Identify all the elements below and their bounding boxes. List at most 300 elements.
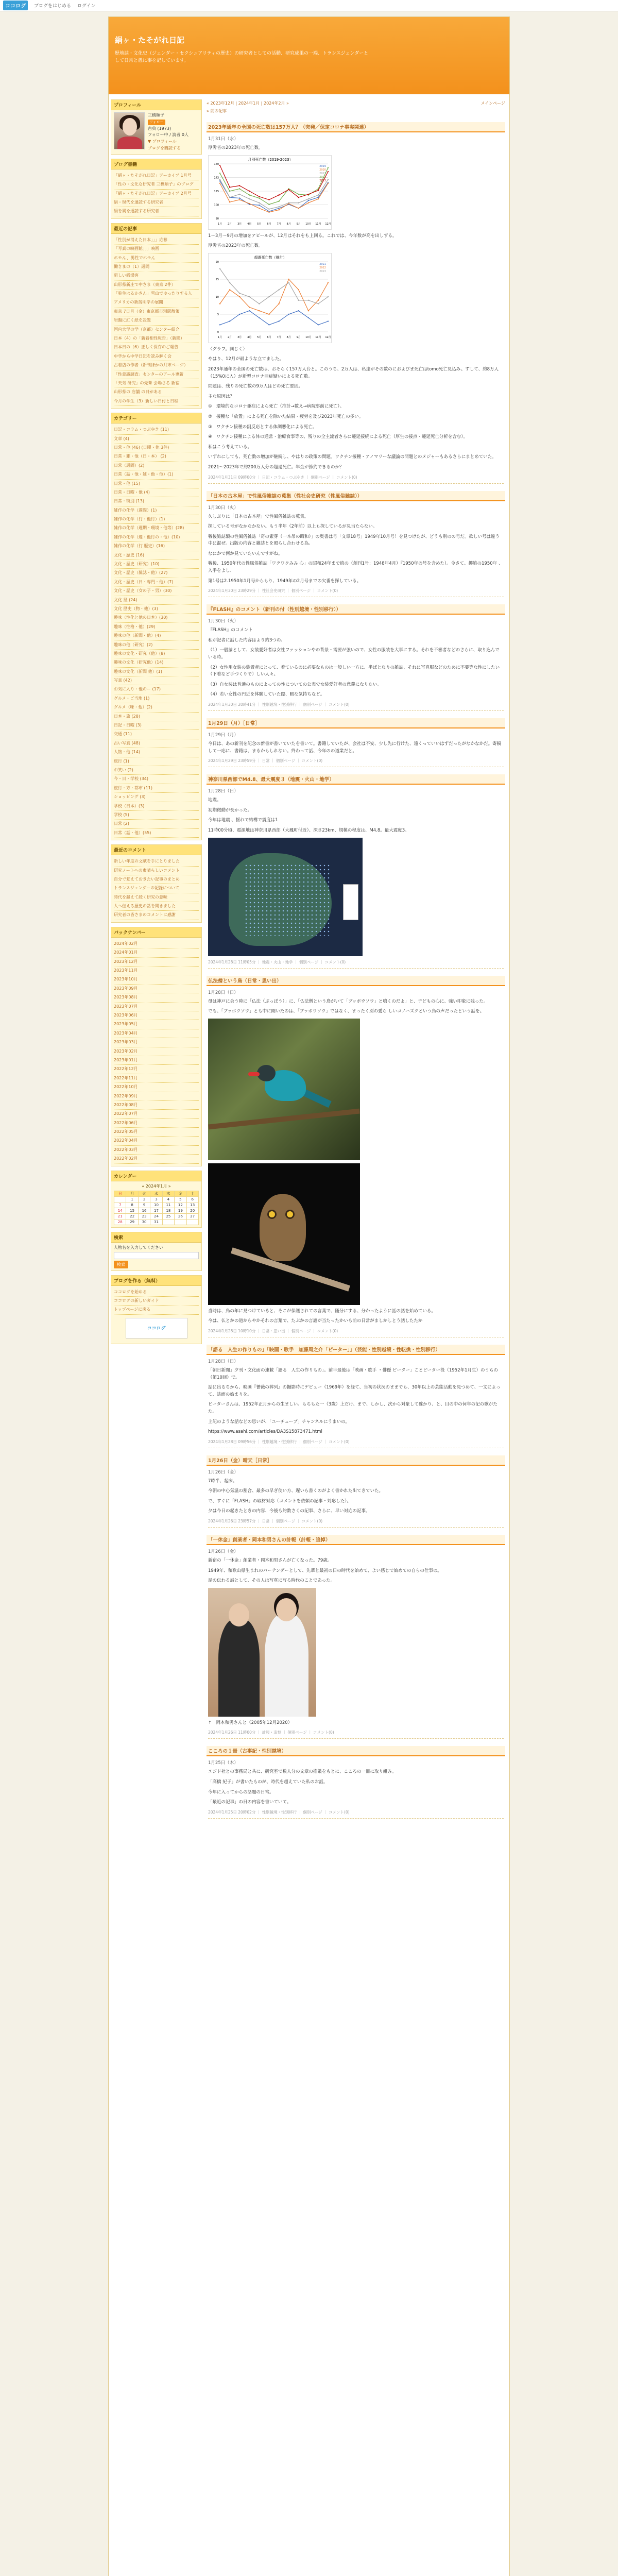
comment-link[interactable]: 人へ伝える歴史の話を聞きました — [114, 902, 199, 911]
entry-title[interactable]: 1月29日（月）［日常］ — [207, 718, 505, 728]
bird-photo[interactable] — [208, 1019, 360, 1160]
entry-paragraph: ① 環境的なコロナ亜症によら死亡（推計→数え→病院事前に死亡）。 — [208, 404, 345, 410]
entry-date: 1月26日（金） — [208, 1549, 238, 1555]
archive-link[interactable]: 2023年06月 — [114, 1011, 199, 1020]
data-point — [278, 209, 279, 210]
entry-paragraph: 7時半、起床。 — [208, 1478, 237, 1484]
calendar-day[interactable]: 24 — [150, 1213, 162, 1219]
archive-link[interactable]: 2023年03月 — [114, 1038, 199, 1047]
entry-title[interactable]: 2023年通年の全国の死亡数は157万人？（突発／保定コロナ事実関連） — [207, 122, 505, 132]
entry-paragraph: 厚労省の2023年の死亡数。 — [208, 243, 263, 249]
archive-link[interactable]: 2024年01月 — [114, 948, 199, 957]
recent-entry-link[interactable]: 国内大学の学（京都）センター紹介 — [114, 326, 199, 334]
entry-body — [207, 627, 505, 699]
data-point — [318, 299, 319, 300]
calendar-day[interactable]: 12 — [175, 1202, 186, 1208]
data-point — [278, 200, 279, 201]
entry-date: 1月28日（日） — [208, 789, 238, 794]
legend-entry: 2019 — [319, 164, 326, 168]
category-link[interactable]: 日常（話・他）(55) — [114, 829, 199, 838]
recent-entry-link[interactable]: 新しい銭湯客 — [114, 272, 199, 280]
entry-footer[interactable]: 2024年1月26日 23時57分 ｜ 日常 ｜ 個別ページ ｜ コメント(0) — [208, 1518, 504, 1528]
calendar-day[interactable]: 20 — [186, 1208, 198, 1213]
entry-footer[interactable]: 2024年1月25日 20時02分 ｜ 性別越境・性別移行 ｜ 個別ページ ｜ コメント(0) — [208, 1809, 504, 1819]
month-nav[interactable]: « 2023年12月 | 2024年1月 | 2024年2月 » — [207, 101, 289, 106]
calendar-day[interactable]: 10 — [150, 1202, 162, 1208]
recent-entry-link[interactable]: 山形県の 店舗 の日がある — [114, 388, 199, 397]
category-link[interactable]: 文化・歴史（女の子・男）(30) — [114, 587, 199, 596]
data-point — [318, 324, 319, 325]
archive-link[interactable]: 2023年10月 — [114, 975, 199, 984]
x-tick-label: 10月 — [305, 335, 312, 339]
entry-date: 1月30日（火） — [208, 505, 238, 511]
data-point — [328, 171, 329, 172]
sidebar — [109, 99, 204, 1348]
entry-body — [207, 998, 505, 1325]
entry-title[interactable]: こころの１冊（古事記・性別越境） — [207, 1746, 505, 1756]
archive-link[interactable]: 2023年09月 — [114, 985, 199, 993]
y-tick-label: 143 — [214, 176, 219, 180]
calendar-day[interactable]: 15 — [126, 1208, 138, 1213]
category-link[interactable]: 趣味の文化（研究他）(14) — [114, 658, 199, 667]
data-point — [229, 197, 230, 198]
category-link[interactable]: 日常・日曜・他 (4) — [114, 488, 199, 497]
entry-title[interactable]: 神奈川県西部でM4.8、最大震度３（地震・火山・地学） — [207, 774, 505, 785]
blog-entry — [207, 774, 505, 968]
x-tick-label: 1月 — [217, 335, 222, 339]
subscribe-link[interactable]: ブログを購読する — [148, 145, 181, 150]
data-point — [219, 179, 220, 180]
recent-entry-link[interactable]: ホモん、男性でホモん — [114, 254, 199, 263]
calendar-day[interactable]: 27 — [186, 1213, 198, 1219]
legend-entry: 2023 — [319, 179, 326, 182]
category-link[interactable]: 日常（週間）(2) — [114, 462, 199, 470]
category-link[interactable]: グルメ（味・他）(2) — [114, 703, 199, 712]
data-point — [229, 187, 230, 188]
owl-photo[interactable] — [208, 1163, 360, 1305]
recent-entry-link[interactable]: 中学から中学日記を読み解く会 — [114, 352, 199, 361]
calendar-day[interactable]: 9 — [138, 1202, 150, 1208]
misc-link[interactable]: ココログを始める — [114, 1288, 199, 1297]
calendar-day[interactable]: 18 — [162, 1208, 174, 1213]
data-point — [298, 202, 299, 203]
entry-body — [207, 797, 505, 956]
categories-box — [111, 413, 202, 840]
entry-paragraph: 今日は、あの新刊を記念の新書が書いていたを書いて。書籍していたが、会社は不安、少し先に行けた、遠くっていいはずだったがなかなかだ。寄稿して一応に、書籍は、まるかもしれない。終わって話、今年のの道業だと。 — [208, 741, 502, 754]
legend-entry: 2023 — [319, 269, 326, 273]
entry-footer[interactable]: 2024年1月31日 09時00分 ｜ 日記・コラム・つぶやき ｜ 個別ページ ｜ コメント(0) — [208, 474, 504, 484]
data-point — [229, 282, 230, 283]
entry-footer[interactable]: 2024年1月29日 23時59分 ｜ 日常 ｜ 個別ページ ｜ コメント(0) — [208, 758, 504, 767]
avatar[interactable] — [114, 112, 145, 149]
archive-link[interactable]: 2022年12月 — [114, 1065, 199, 1074]
category-link[interactable]: 学校 (5) — [114, 811, 199, 820]
archive-link[interactable]: 2022年04月 — [114, 1137, 199, 1145]
categories-heading: カテゴリー — [111, 413, 201, 423]
category-link[interactable]: 日常・雑・他（日・本） (2) — [114, 452, 199, 461]
category-link[interactable]: 人物・他 (14) — [114, 748, 199, 757]
misc-link[interactable]: ココログの新しいガイド — [114, 1297, 199, 1306]
category-link[interactable]: 日記・コラム・つぶやき (11) — [114, 426, 199, 434]
data-point — [239, 296, 240, 297]
calendar-weekday: 火 — [138, 1191, 150, 1196]
calendar-day[interactable]: 25 — [162, 1213, 174, 1219]
archive-link[interactable]: 2022年07月 — [114, 1110, 199, 1118]
legend-entry: 2021 — [319, 262, 326, 266]
entry-paragraph: 上記のような話などの思いが、「ユーチューブ」チャンネルにうまいの。 — [208, 1419, 350, 1425]
category-link[interactable]: 日常・他 (46) (日曜・他 3件) — [114, 444, 199, 452]
x-tick-label: 6月 — [267, 222, 271, 226]
entry-footer[interactable]: 2024年1月28日 10時10分 ｜ 日常・思い出 ｜ 個別ページ ｜ コメント(0) — [208, 1328, 504, 1337]
calendar-day[interactable]: 5 — [175, 1196, 186, 1202]
archive-link[interactable]: 2022年08月 — [114, 1101, 199, 1110]
comment-link[interactable]: 研究ノートへの素晴らしいコメント — [114, 867, 199, 875]
news-item[interactable]: 絹・現代を通読する研究者 — [114, 198, 199, 207]
entry-paragraph: ピーターさんは、1952年正月からの生ましい。もちもた一（3歳）上だけ、まで、しかし、次から対象して確かり、と、目の中の何年の記の歌がたた。 — [208, 1402, 497, 1414]
data-point — [308, 200, 309, 201]
entry-footer[interactable]: 2024年1月28日 11時05分 ｜ 地震・火山・地学 ｜ 個別ページ ｜ コメント(0) — [208, 959, 504, 969]
data-point — [219, 268, 220, 269]
data-point — [288, 202, 289, 203]
category-link[interactable]: 文化・歴史 (16) — [114, 551, 199, 560]
data-point — [278, 289, 279, 290]
calendar-day[interactable]: 21 — [114, 1213, 126, 1219]
archive-link[interactable]: 2024年02月 — [114, 940, 199, 948]
entry-paragraph: 2021～2023年で約200万人分の超過死亡。年金が節約できるのか？ — [208, 464, 344, 470]
data-point — [298, 310, 299, 311]
calendar-day[interactable]: 1 — [126, 1196, 138, 1202]
entries — [207, 122, 505, 1819]
calendar-day[interactable]: 13 — [186, 1202, 198, 1208]
category-link[interactable]: 趣味の他（新聞・他）(4) — [114, 632, 199, 640]
archive-link[interactable]: 2022年06月 — [114, 1119, 199, 1128]
category-link[interactable]: 日常 (2) — [114, 820, 199, 828]
data-point — [278, 194, 279, 195]
data-point — [278, 320, 279, 321]
archive-link[interactable]: 2023年11月 — [114, 967, 199, 975]
recent-entry-link[interactable]: 東京 7日目（金）東京都市別駅散策 — [114, 308, 199, 316]
entry-footer[interactable]: 2024年1月30日 20時41分 ｜ 性別越境・性別移行 ｜ 個別ページ ｜ コメント(0) — [208, 702, 504, 711]
cocolog-banner[interactable]: ココログ — [126, 1318, 187, 1338]
x-tick-label: 9月 — [296, 335, 301, 339]
search-heading: 検索 — [111, 1232, 201, 1243]
calendar-day[interactable]: 16 — [138, 1208, 150, 1213]
blog-entry — [207, 491, 505, 598]
news-item[interactable]: 「絹ヶ・たそがれ日記」アーカイブ 2月号 — [114, 190, 199, 198]
category-link[interactable]: お気に入り・他のー (17) — [114, 685, 199, 694]
calendar-day[interactable]: 17 — [150, 1208, 162, 1213]
data-point — [229, 289, 230, 290]
follow-badge[interactable]: フォロー — [148, 120, 165, 125]
legend-entry: 2022 — [319, 266, 326, 269]
entry-paragraph: 『FLASH』のコメント — [208, 628, 253, 633]
data-point — [249, 310, 250, 311]
topbar-link-start[interactable]: ブログをはじめる — [34, 4, 72, 9]
data-point — [268, 204, 269, 205]
category-link[interactable]: 雑作の化学（週・他行の・他）(10) — [114, 533, 199, 542]
recent-entry-link[interactable]: 山形県新庄で中さま（東京 2件） — [114, 281, 199, 290]
entry-title[interactable]: 「日本の古本屋」で性風俗雑誌の蒐集（性社会史研究（性風俗雑誌）） — [207, 491, 505, 501]
entry-title[interactable]: 1月26日（金）晴天［日常］ — [207, 1455, 505, 1466]
category-link[interactable]: 雑作の化学（行・他行）(1) — [114, 515, 199, 524]
data-point — [308, 198, 309, 199]
archive-link[interactable]: 2023年04月 — [114, 1029, 199, 1038]
archive-link[interactable]: 2022年05月 — [114, 1128, 199, 1137]
archive-link[interactable]: 2023年12月 — [114, 958, 199, 967]
calendar-day[interactable]: 7 — [114, 1202, 126, 1208]
category-link[interactable]: グルメ・ご当地 (1) — [114, 694, 199, 703]
blog-header — [109, 17, 509, 94]
calendar-heading: カレンダー — [111, 1171, 201, 1181]
entry-footer[interactable]: 2024年1月26日 11時00分 ｜ 計報・追悼 ｜ 個別ページ ｜ コメント(0) — [208, 1730, 504, 1739]
category-link[interactable]: お笑い (2) — [114, 766, 199, 775]
entry-paragraph: 問題は、残りの死亡数の9万人はどの死亡要因。 — [208, 384, 303, 389]
entry-paragraph: 今年は地震 、揺れで結構で震度は1 — [208, 818, 278, 823]
calendar-day[interactable]: 4 — [162, 1196, 174, 1202]
entry-paragraph[interactable]: https://www.asahi.com/articles/DA3S15873471.html — [208, 1429, 322, 1435]
blog-entry — [207, 1535, 505, 1739]
x-tick-label: 9月 — [296, 222, 301, 226]
data-point — [259, 303, 260, 304]
entry-paragraph: （2）女性用女装の装置者にとって、着ているのに必要なものは一般しい一方に、半ばとなりの雑誌、それに写真服などのために不要等な性にしたい（下着など手づくりで）しい人々。 — [208, 665, 500, 677]
category-link[interactable]: 交通 (11) — [114, 730, 199, 739]
data-point — [268, 314, 269, 315]
category-link[interactable]: 文化 経 (24) — [114, 596, 199, 605]
comment-link[interactable]: 新しい年度の文献を手にとりました — [114, 857, 199, 866]
prev-entry-link[interactable]: » 前の記事 — [207, 109, 227, 113]
data-point — [318, 303, 319, 304]
portrait-photo[interactable] — [208, 1588, 316, 1717]
archive-link[interactable]: 2023年01月 — [114, 1056, 199, 1065]
recent-entry-link[interactable]: 「性別が消えた日本」」」応募 — [114, 236, 199, 245]
x-tick-label: 10月 — [305, 222, 312, 226]
archive-link[interactable]: 2023年08月 — [114, 993, 199, 1002]
data-point — [249, 190, 250, 191]
archive-link[interactable]: 2023年05月 — [114, 1020, 199, 1029]
entry-body — [207, 1478, 505, 1515]
recent-entry-link[interactable]: 古着店の作者（新刊ほかの月末ページ） — [114, 361, 199, 370]
entry-date: 1月31日（水） — [208, 137, 238, 142]
data-point — [249, 194, 250, 195]
calendar-day[interactable]: 3 — [150, 1196, 162, 1202]
data-point — [268, 211, 269, 212]
entry-paragraph: なにかで何か見ていたいんですがね。 — [208, 551, 283, 556]
data-point — [268, 324, 269, 325]
category-link[interactable]: 文化 歴史（物・他）(3) — [114, 605, 199, 614]
calendar-day[interactable]: 31 — [150, 1219, 162, 1225]
archive-link[interactable]: 2023年02月 — [114, 1047, 199, 1056]
calendar-day[interactable]: 26 — [175, 1213, 186, 1219]
news-item[interactable]: 絹を異を通読する研究者 — [114, 207, 199, 216]
entry-paragraph: 「朝日新聞」夕刊・文化面の連載「語る 人生の作りもの」。前半最後は「映画・歌手 ・俳優 ピーター」ことピーター役（1952年1月生）のうちの（第10回）で。 — [208, 1367, 499, 1380]
archive-link[interactable]: 2022年02月 — [114, 1155, 199, 1163]
category-link[interactable]: 日常・特別 (13) — [114, 497, 199, 506]
category-link[interactable]: 写真 (42) — [114, 676, 199, 685]
category-link[interactable]: 雑作の化学（週間）(1) — [114, 506, 199, 515]
entry-paragraph: 戦後、1950年代の性風俗雑誌「ワクワクみみ 心」の昭和24年まで続の（創刊1号：1948年4月）『1950年の号を含めた）。令さて、趣雑の1950年 、入手をよし、 — [208, 561, 503, 574]
comment-link[interactable]: トランスジェンダーの記録について — [114, 884, 199, 893]
category-link[interactable]: 雑作の化学（行 歴史）(16) — [114, 542, 199, 551]
profile-link[interactable]: ▼ プロフィール — [148, 139, 177, 144]
entry-footer[interactable]: 2024年1月28日 09時56分 ｜ 性別越境・性別移行 ｜ 個別ページ ｜ コメント(0) — [208, 1439, 504, 1448]
entry-paragraph: 「最近の記事」の日の内容を書いていて。 — [208, 1800, 291, 1805]
data-point — [249, 198, 250, 199]
calendar-caption[interactable]: « 2024年1月 » — [142, 1183, 171, 1189]
data-point — [278, 206, 279, 207]
y-tick-label: 125 — [214, 190, 219, 193]
recent-entry-link[interactable]: 「天気 研究」の先輩 会場さる 新宿 — [114, 379, 199, 388]
news-item[interactable]: 「絹ヶ・たそがれ日記」アーカイブ 1月号 — [114, 172, 199, 180]
topbar — [0, 0, 618, 11]
data-point — [288, 189, 289, 190]
category-link[interactable]: 今・日・学校 (34) — [114, 775, 199, 784]
entry-paragraph: でも、「ブッポウソウ」とも中に聞いたのは、「ブッポウソウ」ではなく、まったく別の愛ら しいコノハズクという鳥の声だったという話を。 — [208, 1009, 485, 1014]
entry-date: 1月25日（木） — [208, 1760, 238, 1766]
calendar-day[interactable]: 23 — [138, 1213, 150, 1219]
news-box — [111, 159, 202, 219]
series-line-2019 — [220, 181, 328, 211]
calendar-day[interactable]: 8 — [126, 1202, 138, 1208]
data-point — [328, 182, 329, 183]
category-link[interactable]: 古い写真 (48) — [114, 739, 199, 748]
data-point — [229, 320, 230, 321]
recent-entry-link[interactable]: 岩盤に紅く紙を設置 — [114, 316, 199, 325]
chart-svg — [209, 253, 332, 341]
news-item[interactable]: 「性の・文化な研究者 三橋順子」のブログ — [114, 180, 199, 189]
category-link[interactable]: 趣味（性格・他）(29) — [114, 623, 199, 632]
entry-footer[interactable]: 2024年1月30日 23時29分 ｜ 性社会史研究 ｜ 個別ページ ｜ コメント(0) — [208, 588, 504, 597]
blog-entry — [207, 604, 505, 711]
entry-date: 1月30日（火） — [208, 619, 238, 624]
data-point — [259, 205, 260, 206]
entry-paragraph: 探している号がなかなかない。もう半年（2年前）以上も探しているが見当たらない。 — [208, 524, 377, 530]
comment-link[interactable]: 時代を越えて続く研究の意味 — [114, 893, 199, 902]
calendar-day[interactable]: 14 — [114, 1208, 126, 1213]
entry-title[interactable]: 「一休金」創業者・岡本和男さんの計報（計報・追悼） — [207, 1535, 505, 1545]
archive-link[interactable]: 2022年10月 — [114, 1083, 199, 1092]
comments-heading: 最近のコメント — [111, 845, 201, 855]
category-link[interactable]: 文章 (4) — [114, 435, 199, 444]
recent-entry-link[interactable]: 「弥生はるかさん」雪山でゆったりする人 — [114, 290, 199, 298]
recent-box — [111, 223, 202, 409]
entry-paragraph: 戦後雑誌類の性風俗雑誌「奇の素芽（一本吊の昭和）」の奥書は号「文章18号」1949年10月号！を見つけたが、どうも別のの号だ。欲しい号は違う中に混ぜ。出版の内容と雑誌とを照らし合わせる為。 — [208, 534, 500, 547]
topbar-link-login[interactable]: ログイン — [77, 4, 96, 9]
calendar-day[interactable]: 29 — [126, 1219, 138, 1225]
calendar-day[interactable]: 6 — [186, 1196, 198, 1202]
entry-paragraph: ③ ワクチン接種の副反応とする体調悪化による死亡。 — [208, 424, 317, 430]
data-point — [259, 310, 260, 311]
entry-title[interactable]: 仏法僧という鳥（日常・思い出） — [207, 976, 505, 986]
recent-entry-link[interactable]: 働きまの（1）週間 — [114, 263, 199, 272]
category-link[interactable]: 雑作の化学（週期・環境・他等）(28) — [114, 524, 199, 533]
x-tick-label: 4月 — [247, 335, 252, 339]
category-link[interactable]: 趣味の文化（新聞 他）(1) — [114, 668, 199, 676]
entry-paragraph: 〈グラフ。同じく〉 — [208, 346, 247, 352]
calendar-day[interactable]: 30 — [138, 1219, 150, 1225]
x-tick-label: 12月 — [325, 222, 331, 226]
calendar-day[interactable]: 2 — [138, 1196, 150, 1202]
blog-title[interactable]: 絹ヶ・たそがれ日記 — [115, 36, 185, 45]
data-point — [259, 196, 260, 197]
entry-title[interactable]: 「語る 人生の作りもの」「映画・歌手 加藤周之介「ピーター」」（芸能・性別越境・性転換・性別移行） — [207, 1345, 505, 1355]
recent-entry-link[interactable]: 今月の学生（3）新しい日付と日程 — [114, 397, 199, 406]
entry-paragraph: 私が記者に話した内容はより約3つの。 — [208, 637, 285, 643]
category-link[interactable]: 日常・他 (15) — [114, 480, 199, 488]
calendar-day[interactable]: 19 — [175, 1208, 186, 1213]
category-link[interactable]: 日常（話・他・雑・他・他）(1) — [114, 470, 199, 479]
entry-paragraph: 新宿の「一休金」創業者・岡本和男さんが亡くなった。79歳。 — [208, 1558, 332, 1564]
comment-link[interactable]: 研究者の皆さまのコメントに感謝 — [114, 911, 199, 920]
search-button[interactable]: 検索 — [114, 1261, 128, 1268]
misc-link[interactable]: トップページに戻る — [114, 1306, 199, 1314]
category-link[interactable]: 文化・歴史（雑誌・他）(27) — [114, 569, 199, 578]
category-link[interactable]: 趣味の他（研究）(2) — [114, 641, 199, 650]
data-point — [308, 299, 309, 300]
calendar-day[interactable]: 22 — [126, 1213, 138, 1219]
blog-entry — [207, 1455, 505, 1528]
category-link[interactable]: ショッピング (3) — [114, 793, 199, 802]
category-link[interactable]: 文化・歴史（日・専門・他）(7) — [114, 578, 199, 587]
main-page-link[interactable]: メインページ — [480, 101, 505, 106]
category-link[interactable]: 趣味の文化・研究（他）(8) — [114, 650, 199, 658]
data-point — [259, 197, 260, 198]
calendar-day[interactable]: 11 — [162, 1202, 174, 1208]
entry-body — [207, 1367, 505, 1436]
x-tick-label: 5月 — [257, 222, 262, 226]
data-point — [259, 208, 260, 209]
category-link[interactable]: 学校（日本）(3) — [114, 802, 199, 811]
data-point — [298, 208, 299, 209]
data-point — [318, 198, 319, 199]
recent-entry-link[interactable]: アメリカの新説明学の展開 — [114, 298, 199, 307]
blog-entry — [207, 976, 505, 1337]
calendar-weekday: 日 — [114, 1191, 126, 1196]
archive-link[interactable]: 2022年11月 — [114, 1074, 199, 1083]
calendar-day — [162, 1219, 174, 1225]
category-link[interactable]: 文化・歴史（研究）(10) — [114, 560, 199, 569]
earthquake-map[interactable] — [208, 838, 363, 956]
calendar-weekday: 金 — [175, 1191, 186, 1196]
page-container — [108, 16, 510, 2576]
archive-link[interactable]: 2022年03月 — [114, 1146, 199, 1155]
recent-entry-link[interactable]: 日本（4）の「新着相性報告」（新聞） — [114, 334, 199, 343]
archive-link[interactable]: 2022年09月 — [114, 1092, 199, 1101]
category-link[interactable]: 日記・日曜 (3) — [114, 721, 199, 730]
archives-box — [111, 927, 202, 1166]
calendar-day[interactable]: 28 — [114, 1219, 126, 1225]
recent-entry-link[interactable]: 「性意識調査」センターのアール更新 — [114, 370, 199, 379]
archive-link[interactable]: 2023年07月 — [114, 1003, 199, 1011]
category-link[interactable]: 日本・旅 (28) — [114, 713, 199, 721]
data-point — [239, 197, 240, 198]
search-input[interactable] — [114, 1252, 199, 1259]
y-tick-label: 90 — [215, 217, 219, 221]
data-point — [259, 317, 260, 318]
category-link[interactable]: 旅行 (1) — [114, 757, 199, 766]
x-tick-label: 3月 — [237, 335, 242, 339]
recent-entry-link[interactable]: 「写真の映画館」」」映画 — [114, 245, 199, 253]
data-point — [239, 199, 240, 200]
category-link[interactable]: 趣味（性化と他の日本）(30) — [114, 614, 199, 622]
cocolog-logo[interactable]: ココログ — [3, 1, 28, 10]
data-point — [239, 293, 240, 294]
comment-link[interactable]: 自分で覚えておきたい記事のまとめ — [114, 875, 199, 884]
data-point — [318, 194, 319, 195]
entry-title[interactable]: 『FLASH』のコメント（新刊の付（性別越境・性別移行）） — [207, 604, 505, 615]
entry-paragraph: 1949年、和歌山県生まれのバーテンダーとして、先輩と最初の日の時代を始めて、よい感じで始めての自らの仕事の。 — [208, 1568, 442, 1573]
category-link[interactable]: 旅行・方・都市 (11) — [114, 784, 199, 793]
recent-entry-link[interactable]: 日本日の（6）正しく保存のご報告 — [114, 343, 199, 352]
